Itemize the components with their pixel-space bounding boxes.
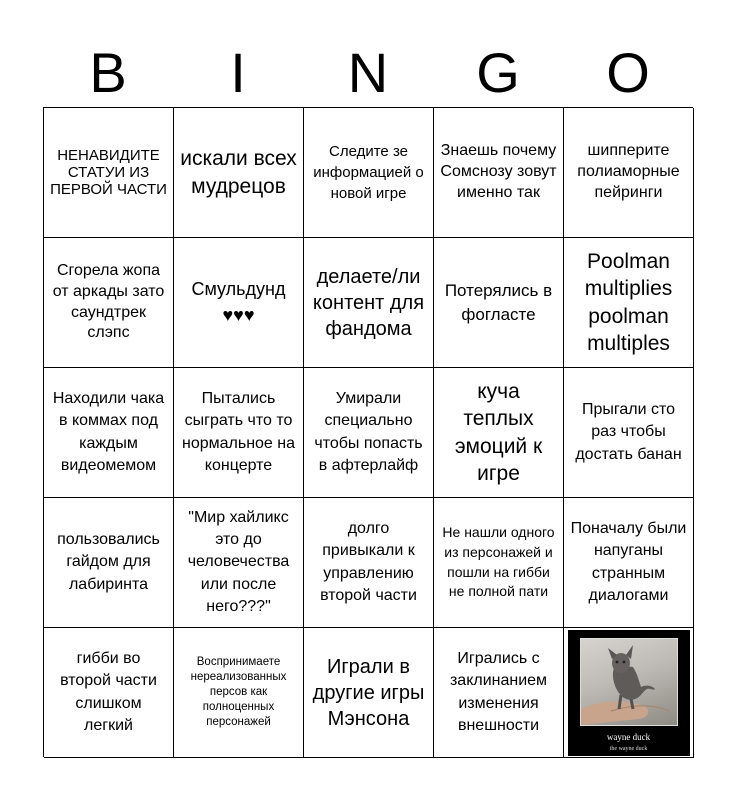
bingo-cell[interactable]: Умирали специально чтобы попасть в афтерлайф xyxy=(304,368,434,498)
bingo-cell[interactable]: Пытались сыграть что то нормальное на концерте xyxy=(174,368,304,498)
bingo-grid xyxy=(43,107,693,757)
hand-shape xyxy=(581,701,648,724)
header-letter-b: B xyxy=(89,41,127,104)
bingo-cell[interactable]: "Мир хайликс это до человечества или после него???" xyxy=(174,498,304,628)
header-letter-o: O xyxy=(606,41,650,104)
bingo-cell[interactable]: Находили чака в коммах под каждым видеомемом xyxy=(44,368,174,498)
bingo-cell[interactable]: Играли в другие игры Мэнсона xyxy=(304,628,434,758)
clay-eye-right xyxy=(622,660,625,663)
bingo-cell[interactable]: куча теплых эмоций к игре xyxy=(434,368,564,498)
bingo-cell[interactable]: Следите зе информацией о новой игре xyxy=(304,108,434,238)
bingo-cell[interactable]: пользовались гайдом для лабиринта xyxy=(44,498,174,628)
header-letter-i: I xyxy=(230,41,246,104)
bingo-cell[interactable]: Сгорела жопа от аркады зато саундтрек слэпс xyxy=(44,238,174,368)
bingo-cell[interactable]: Знаешь почему Сомснозу зовут именно так xyxy=(434,108,564,238)
header-letter-n: N xyxy=(347,41,389,104)
header-letter-g: G xyxy=(476,41,520,104)
bingo-cell[interactable]: Смульдунд ♥♥♥ xyxy=(174,238,304,368)
wayne-duck-poster xyxy=(568,630,690,756)
bingo-cell[interactable]: Прыгали сто раз чтобы достать банан xyxy=(564,368,694,498)
bingo-cell[interactable]: НЕНАВИДИТЕ СТАТУИ ИЗ ПЕРВОЙ ЧАСТИ xyxy=(44,108,174,238)
bingo-cell[interactable]: Poolman multiplies poolman multiples xyxy=(564,238,694,368)
bingo-cell[interactable]: делаете/ли контент для фандома xyxy=(304,238,434,368)
bingo-cell[interactable]: долго привыкали к управлению второй части xyxy=(304,498,434,628)
bingo-cell[interactable]: Поначалу были напуганы странным диалогами xyxy=(564,498,694,628)
bingo-cell[interactable]: Потерялись в фогласте xyxy=(434,238,564,368)
bingo-cell[interactable]: искали всех мудрецов xyxy=(174,108,304,238)
clay-eye-left xyxy=(615,660,618,663)
bingo-cell[interactable]: Не нашли одного из персонажей и пошли на гибби не полной пати xyxy=(434,498,564,628)
poster-photo xyxy=(580,638,678,726)
bingo-cell[interactable]: Воспринимаете нереализованных персов как полноценных персонажей xyxy=(174,628,304,758)
bingo-cell[interactable]: шипперите полиаморные пейринги xyxy=(564,108,694,238)
clay-figure-image xyxy=(581,639,677,725)
bingo-cell[interactable]: Игрались с заклинанием изменения внешности xyxy=(434,628,564,758)
poster-title: wayne duck xyxy=(606,731,651,742)
poster-subtitle: the wayne duck xyxy=(609,745,648,752)
bingo-cell[interactable]: гибби во второй части слишком легкий xyxy=(44,628,174,758)
bingo-cell-image[interactable] xyxy=(564,628,694,758)
bingo-header xyxy=(43,38,693,108)
